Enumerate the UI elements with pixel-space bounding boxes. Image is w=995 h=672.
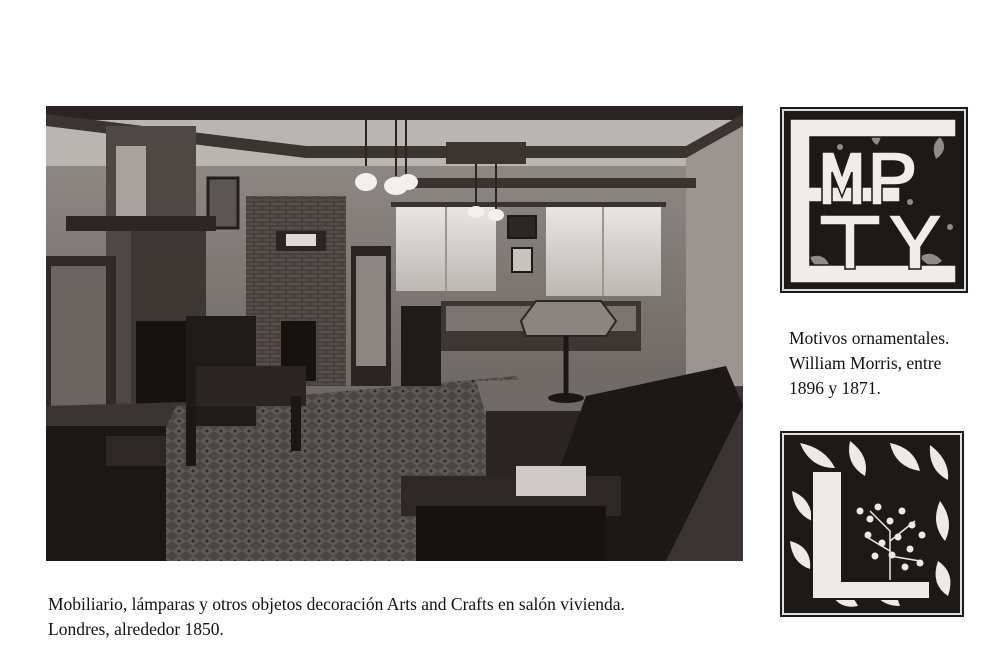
ornament-caption [789,326,989,401]
photo-caption-line-1: Mobiliario, lámparas y otros objetos decoración Arts and Crafts en salón vivienda. [48,594,625,614]
ornament-caption-line-3: 1896 y 1871. [789,378,881,398]
photo-caption [48,592,768,642]
photo-caption-line-2: Londres, alrededor 1850. [48,619,224,639]
ornament-caption-line-1: Motivos ornamentales. [789,328,950,348]
ornament-caption-line-2: William Morris, entre [789,353,942,373]
ornamental-initials-empty [780,107,968,293]
ornamental-initial-l [780,431,964,617]
interior-photo [46,106,743,561]
